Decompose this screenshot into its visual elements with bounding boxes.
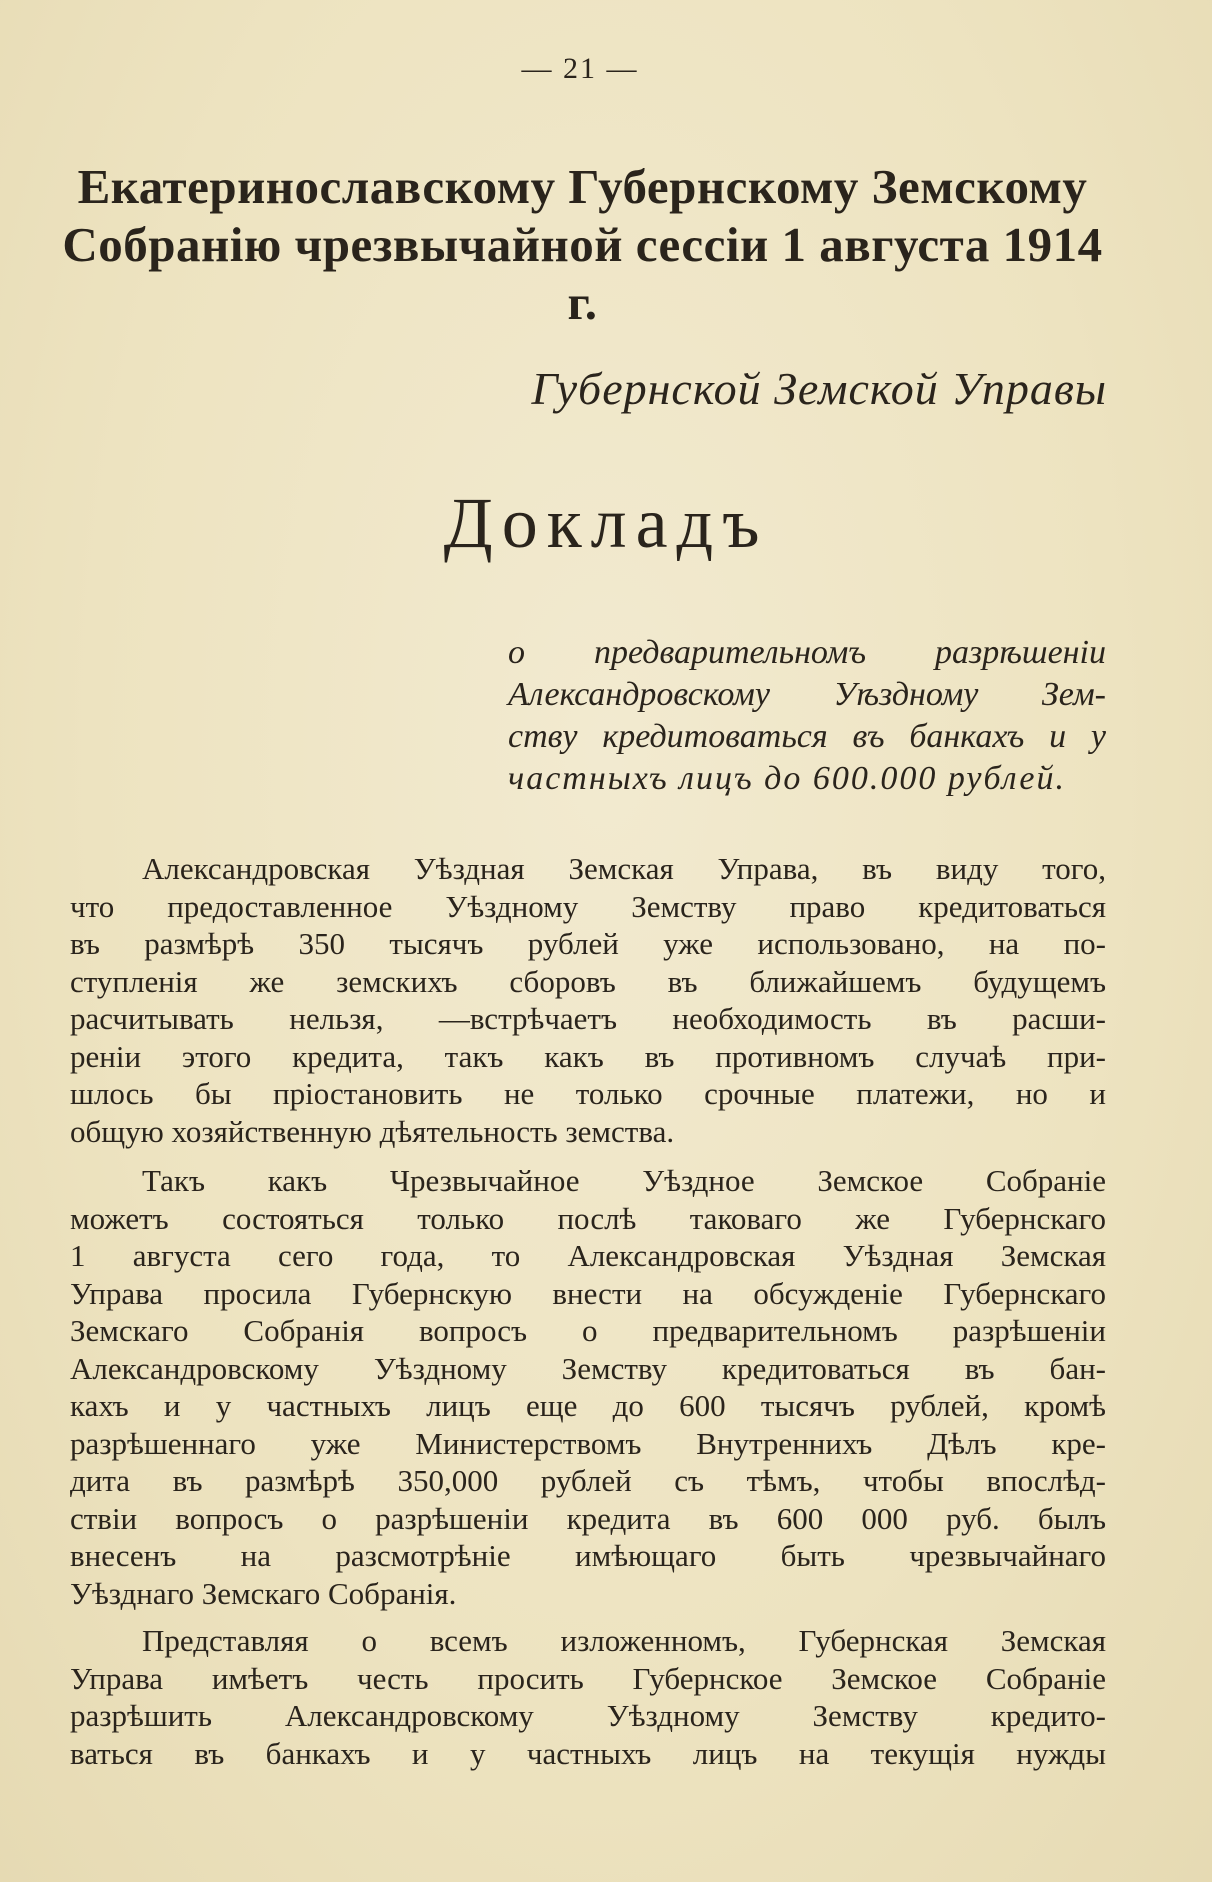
paragraph-line: общую хозяйственную дѣятельность земства.: [70, 1113, 675, 1149]
paragraph-line: разрѣшеннаго уже Министерствомъ Внутреннихъ Дѣлъ кре-: [70, 1425, 1106, 1461]
paragraph-line: Александровскому Уѣздному Земству кредитоваться въ бан-: [70, 1350, 1106, 1386]
paragraph-line: реніи этого кредита, такъ какъ въ противномъ случаѣ при-: [70, 1038, 1106, 1074]
report-abstract: [508, 632, 1106, 800]
paragraph-line: Управа просила Губернскую внести на обсужденіе Губернскаго: [70, 1275, 1106, 1311]
title-line: Екатеринославскому Губернскому Земскому: [77, 159, 1088, 214]
body-paragraph: [70, 1162, 1106, 1612]
paragraph-line: дита въ размѣрѣ 350,000 рублей съ тѣмъ, чтобы впослѣд-: [70, 1463, 1106, 1498]
paragraph-line: ствіи вопросъ о разрѣшеніи кредита въ 600 000 руб. былъ: [70, 1500, 1106, 1536]
paragraph-line: 1 августа сего года, то Александровская Уѣздная Земская: [70, 1238, 1106, 1273]
paragraph-line: Такъ какъ Чрезвычайное Уѣздное Земское Собраніе: [142, 1163, 1106, 1198]
paragraph-line: ступленія же земскихъ сборовъ въ ближайшемъ будущемъ: [70, 963, 1106, 999]
paragraph-line: Земскаго Собранія вопросъ о предварительномъ разрѣшеніи: [70, 1313, 1106, 1348]
paragraph-line: расчитывать нельзя, —встрѣчаетъ необходимость въ расши-: [70, 1001, 1106, 1036]
paragraph-line: шлось бы пріостановить не только срочные платежи, но и: [70, 1076, 1106, 1111]
paragraph-line: въ размѣрѣ 350 тысячъ рублей уже использовано, на по-: [70, 926, 1106, 961]
paragraph-line: Александровская Уѣздная Земская Управа, въ виду того,: [142, 851, 1106, 886]
paragraph-line: Представляя о всемъ изложенномъ, Губернская Земская: [142, 1623, 1106, 1658]
paragraph-line: ваться въ банкахъ и у частныхъ лицъ на текущія нужды: [70, 1735, 1106, 1771]
paragraph-line: разрѣшить Александровскому Уѣздному Земству кредито-: [70, 1698, 1106, 1733]
abstract-line: ству кредитоваться въ банкахъ и у: [508, 718, 1106, 755]
abstract-line: о предварительномъ разрѣшеніи: [508, 634, 1106, 671]
issuer-subtitle: Губернской Земской Управы: [531, 363, 1107, 414]
paragraph-line: кахъ и у частныхъ лицъ еще до 600 тысячъ рублей, кромѣ: [70, 1388, 1106, 1423]
page-number: — 21 —: [521, 52, 639, 85]
paragraph-line: Управа имѣетъ честь просить Губернское Земское Собраніе: [70, 1660, 1106, 1696]
paragraph-line: можетъ состояться только послѣ таковаго же Губернскаго: [70, 1200, 1106, 1236]
paragraph-line: Уѣзднаго Земскаго Собранія.: [70, 1575, 457, 1611]
abstract-line: Александровскому Уѣздному Зем-: [508, 676, 1106, 713]
report-heading: Докладъ: [443, 483, 769, 563]
paragraph-line: внесенъ на разсмотрѣніе имѣющаго быть чрезвычайнаго: [70, 1538, 1106, 1573]
document-title: [60, 158, 1105, 332]
body-paragraph: [70, 850, 1106, 1150]
paragraph-line: что предоставленное Уѣздному Земству право кредитоваться: [70, 888, 1106, 924]
title-line: Собранію чрезвычайной сессіи 1 августа 1914 г.: [62, 217, 1103, 330]
body-paragraph: [70, 1622, 1106, 1772]
abstract-line: частныхъ лицъ до 600.000 рублей.: [508, 760, 1066, 797]
